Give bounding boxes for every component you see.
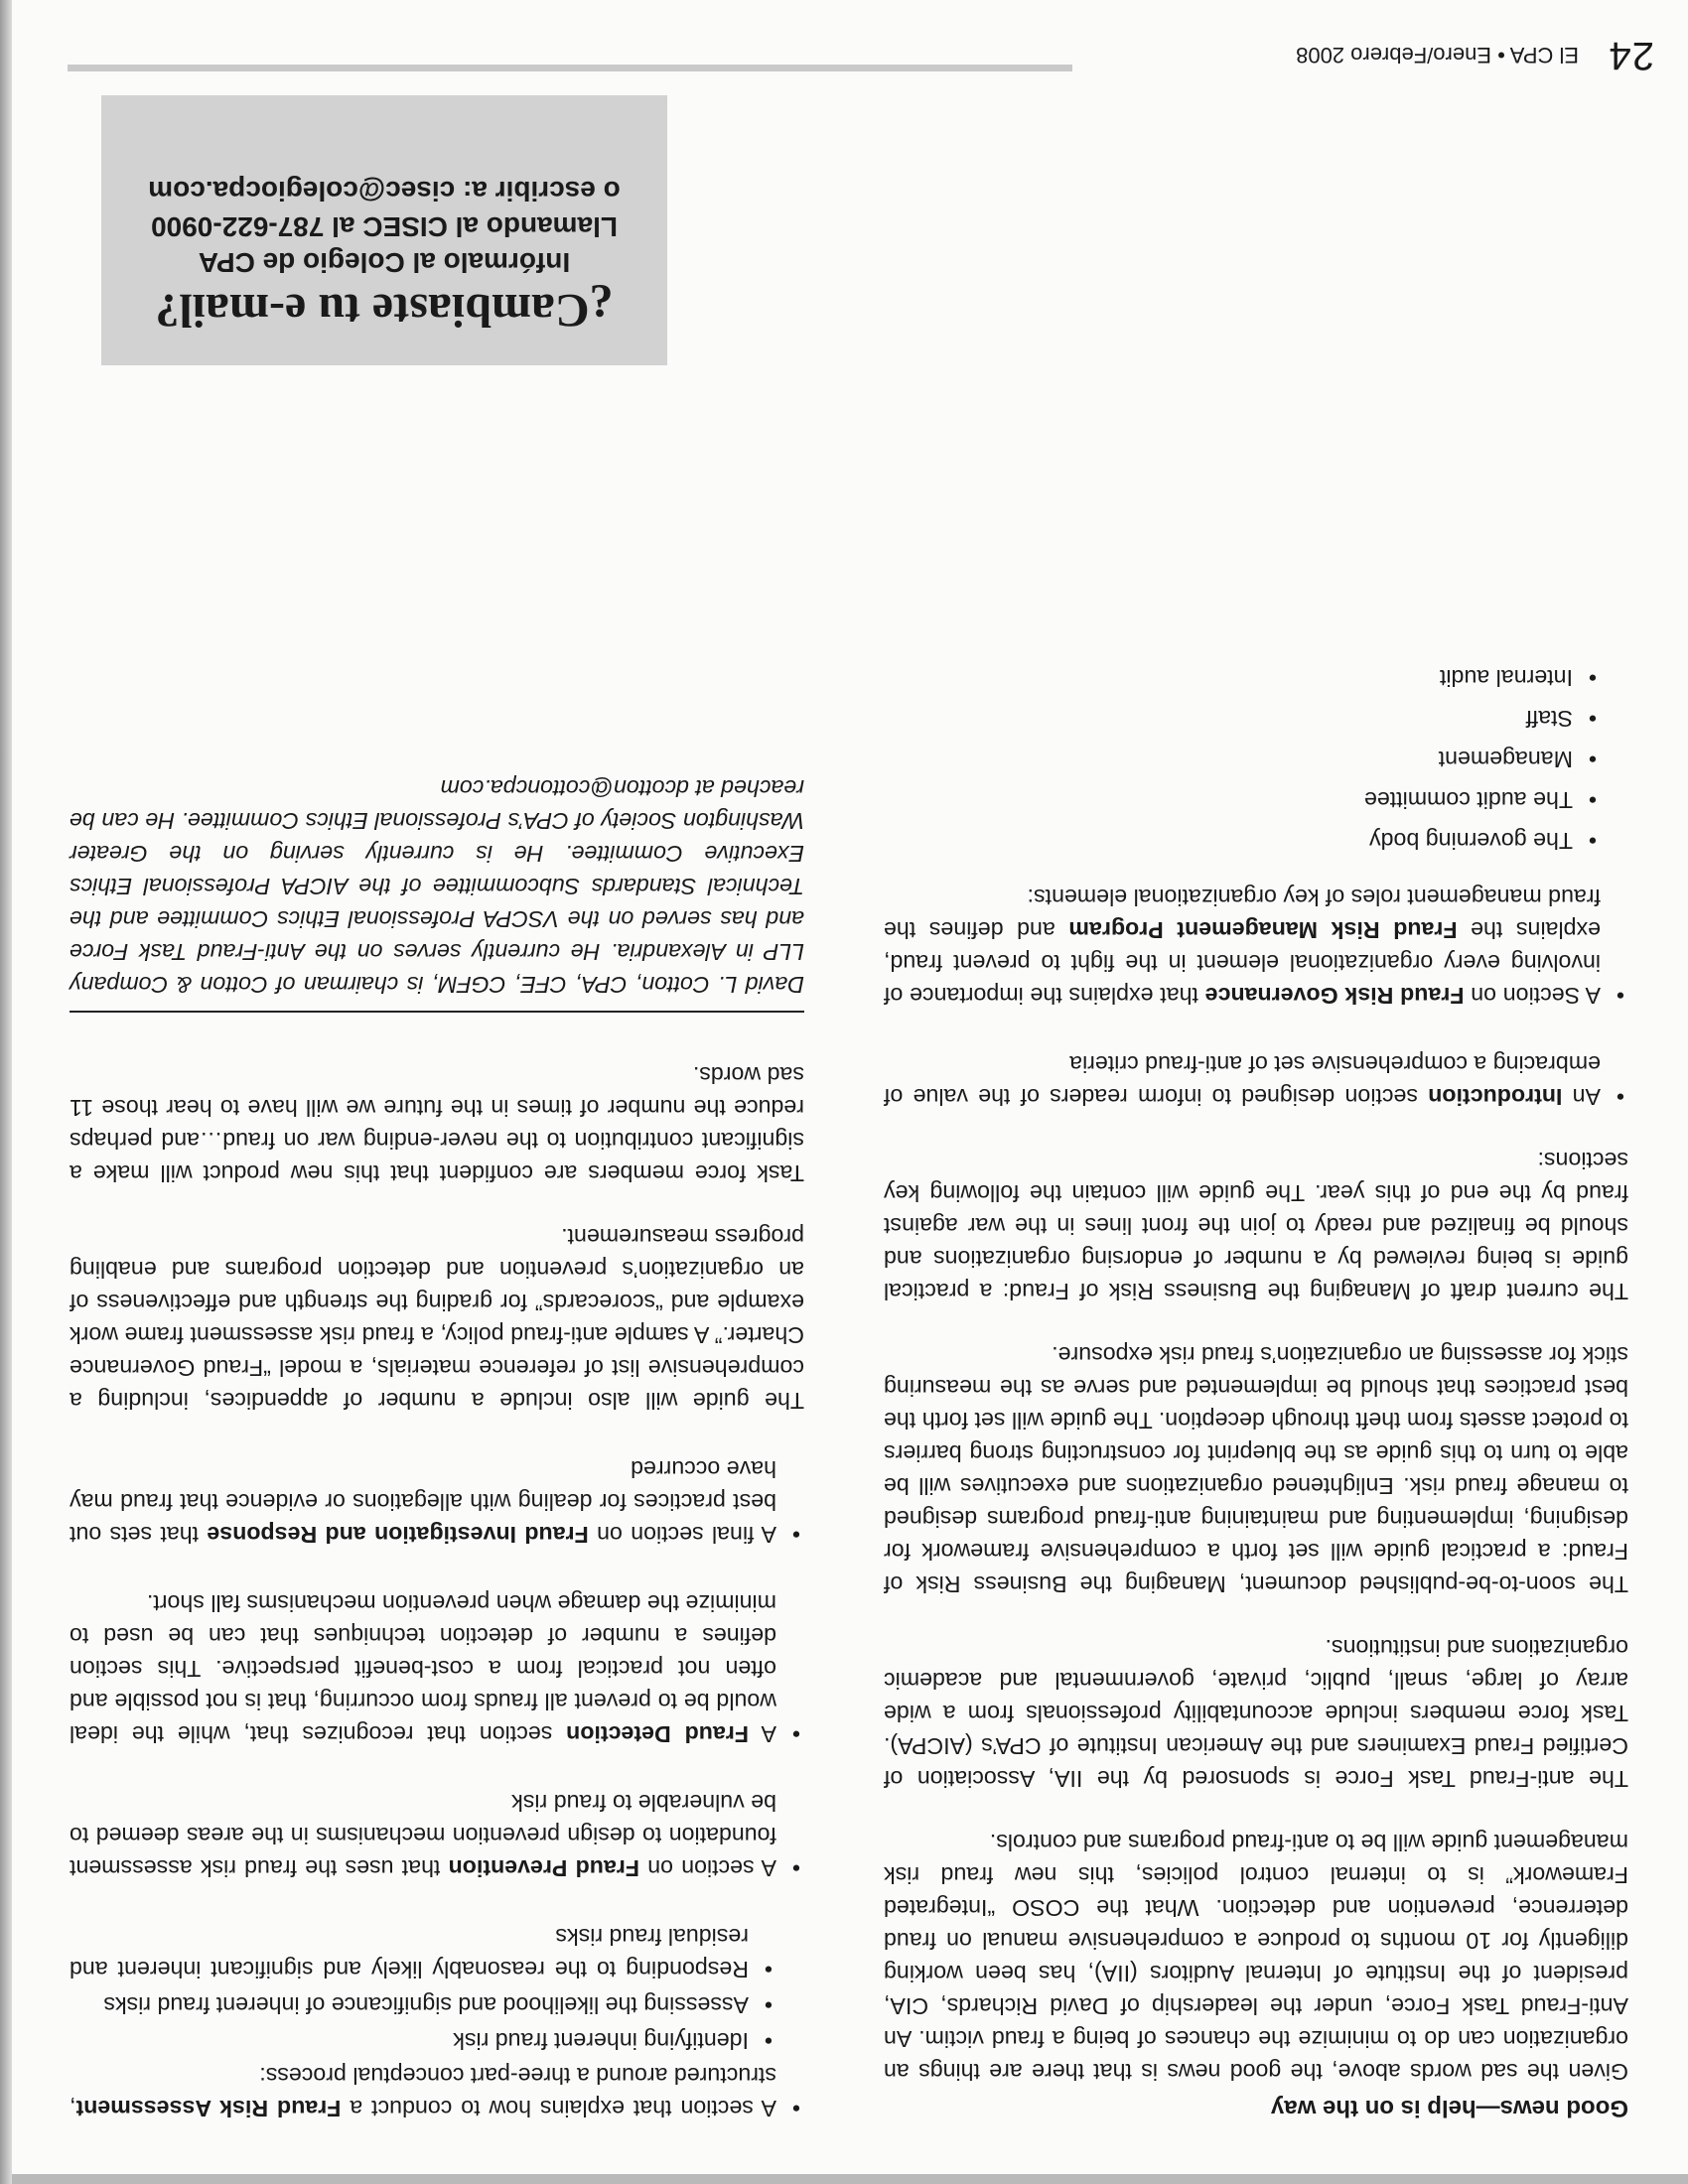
magazine-issue: El CPA • Enero/Febrero 2008: [1296, 43, 1579, 68]
paragraph: Task force members are confident that this new product will make a significant contribution to the never-ending war on fraud…and perhaps reduce the number of times in the future we will have to hear those 11 sad words.: [70, 1062, 804, 1186]
binding-edge: [0, 0, 12, 2184]
paragraph: The soon-to-be-published document, Managing the Business Risk of Fraud: a practical guide will set forth a comprehensive framework for designing, implementing and maintaining anti-fraud programs designed to manage fraud risk. Enlightened organizations and executives will be able to turn to this guide as the blueprint for constructing strong barriers to protect assets from theft through deception. The guide will set forth the best practices that should be implemented and serve as the measuring stick for assessing an organization’s fraud risk exposure.: [884, 1342, 1628, 1597]
text: that explains the importance of involving every organizational element in the fight to prevent fraud, explains the: [884, 917, 1601, 1009]
list-item: [70, 1452, 804, 1551]
roles-list: [884, 661, 1601, 857]
author-bio: David L. Cotton, CPA, CFE, CGFM, is chairman of Cotton & Company LLP in Alexandria. He currently serves on the Anti-Fraud Task Force and has served on the VSCPA Professional Ethics Committee and the Technical Standards Subcommittee of the AICPA Professional Ethics Executive Committee. He is currently serving on the Greater Washington Society of CPA’s Professional Ethics Committee. He can be reached at dcotton@cottoncpa.com: [70, 771, 804, 1013]
bold-term: Fraud Detection: [566, 1721, 749, 1747]
bold-term: Fraud Risk Governance: [1204, 983, 1465, 1009]
text: that sets out best practices for dealing with allegations or evidence that fraud may have occurred: [69, 1456, 776, 1548]
list-item: [70, 1786, 804, 1884]
email-update-ad: [101, 95, 667, 365]
right-column: [70, 771, 804, 2124]
section-heading: Good news—help is on the way: [1270, 2095, 1628, 2121]
list-item: • Staff: [884, 702, 1601, 735]
text: A final section on: [588, 1522, 776, 1548]
steps-list: [70, 1920, 776, 2057]
header-rule: [68, 65, 1072, 71]
text: that uses the fraud risk assessment foundation to design prevention mechanisms in the areas deemed to be vulnerable to fraud risk: [70, 1790, 776, 1881]
ad-email: o escribir a: cisec@colegiocpa.com: [148, 176, 621, 206]
list-item: • Assessing the likelihood and significance of inherent fraud risks: [70, 1988, 776, 2021]
text: , structured around a three-part conceptual process:: [70, 2063, 776, 2121]
guide-sections-list: [884, 661, 1628, 1113]
list-item: [884, 1047, 1628, 1113]
bold-term: Fraud Investigation and Response: [207, 1522, 589, 1548]
list-item: • The audit committee: [884, 783, 1601, 816]
list-item: [884, 661, 1628, 1012]
list-item: [70, 1920, 804, 2124]
ad-line: Llamando al CISEC al 787-622-0900: [151, 211, 618, 242]
text: A section on: [639, 1855, 776, 1881]
list-item: [70, 1586, 804, 1750]
paragraph: The anti-Fraud Task Force is sponsored by the IIA, Association of Certified Fraud Examiners and the American Institute of CPA’s (AICPA). Task force members include accountability professionals from a wide array of large, small, public, private, governmental and academic organizations and institutions.: [884, 1635, 1628, 1792]
bold-term: Fraud Risk Management Program: [1068, 917, 1458, 943]
guide-sections-list-continued: [70, 1452, 804, 2124]
text: A section that explains how to conduct a: [341, 2096, 776, 2121]
scan-edge-shadow: [0, 2174, 1688, 2184]
list-item: • Management: [884, 743, 1601, 775]
list-item: • Internal audit: [884, 661, 1601, 694]
text: and defines the fraud management roles of key organizational elements:: [884, 885, 1601, 943]
bold-term: Fraud Risk Assessment: [75, 2096, 342, 2121]
paragraph: Given the sad words above, the good news is that there are things an organization can do to minimize the chances of being a fraud victim. An Anti-Fraud Task Force, under the leadership of David Richards, CIA, president of the Institute of Internal Auditors (IIA), has been working diligently for 10 months to produce a comprehensive manual on fraud deterrence, prevention and detection. What the COSO “Integrated Framework” is to internal control policies, this new fraud risk management guide will be to anti-fraud programs and controls.: [884, 1830, 1628, 2085]
paragraph: The current draft of Managing the Business Risk of Fraud: a practical guide is being reviewed by a number of endorsing organizations and should be finalized and ready to join the front lines in the war against fraud by the end of this year. The guide will contain the following key sections:: [884, 1148, 1628, 1304]
ad-title: ¿Cambiaste tu e-mail?: [155, 284, 614, 337]
list-item: • The governing body: [884, 824, 1601, 857]
ad-line: Infórmalo al Colegio de CPA: [198, 247, 571, 278]
bold-term: Fraud Prevention: [448, 1855, 640, 1881]
left-column: [884, 625, 1628, 2124]
text: An: [1562, 1084, 1601, 1110]
text: section that recognizes that, while the ideal would be to prevent all frauds from occurring, that is not possible and often not practical from a cost-benefit perspective. This section defines a number of detection techniques that can be used to minimize the damage when prevention mechanisms fall short.: [70, 1590, 776, 1747]
page-number: 24: [1608, 34, 1654, 77]
list-item: • Responding to the reasonably likely and significant inherent and residual fraud risks: [70, 1920, 776, 1985]
bold-term: Introduction: [1428, 1084, 1563, 1110]
text: section designed to inform readers of the value of embracing a comprehensive set of anti-fraud criteria: [884, 1051, 1601, 1110]
text: A Section on: [1464, 983, 1601, 1009]
text: A: [749, 1721, 776, 1747]
paragraph: The guide will also include a number of appendices, including a comprehensive list of reference materials, a model “Fraud Governance Charter.” A sample anti-fraud policy, a fraud risk assessment frame work example and “scorecards” for grading the strength and effectiveness of an organization’s prevention and detection programs and enabling progress measurement.: [70, 1224, 804, 1414]
list-item: • Identifying inherent fraud risk: [70, 2024, 776, 2057]
